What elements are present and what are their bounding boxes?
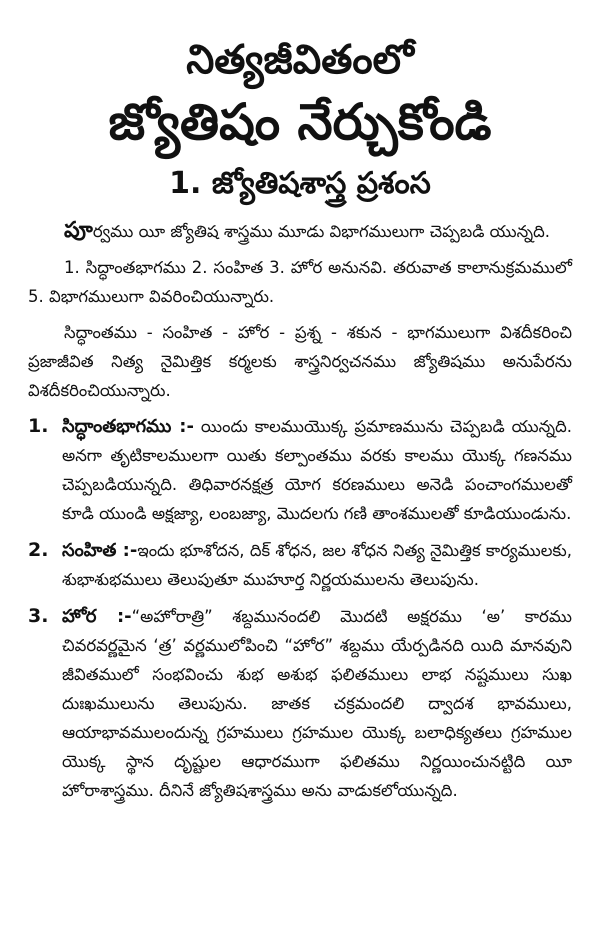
- title-line-1: నిత్యజీవితంలో: [186, 37, 414, 83]
- definition-paragraph: సిద్ధాంతము - సంహిత - హోర - ప్రశ్న - శకున - భాగములుగా విశదీకరించి ప్రజాజీవిత నిత్య నైమిత్తిక కర్మలకు శాస్త్రనిర్వచనము జ్యోతిషము అనుపేరను విశదీకరించియున్నారు.: [28, 323, 572, 400]
- chapter-heading: 1. జ్యోతిషశాస్త్ర ప్రశంస: [169, 166, 431, 201]
- divisions-paragraph: 1. సిద్ధాంతభాగము 2. సంహిత 3. హోర అనునవి. తరువాత కాలానుక్రమములో 5. విభాగములుగా వివరించియున్నారు.: [28, 258, 572, 306]
- section-samhita: [28, 536, 572, 594]
- section-heading: సిద్ధాంతభాగము :-: [62, 416, 194, 437]
- section-number: 2.: [28, 539, 49, 561]
- section-heading: హోర :-: [62, 606, 132, 627]
- title-line-2: జ్యోతిషం నేర్చుకోండి: [108, 93, 492, 151]
- intro-paragraph: [28, 216, 572, 246]
- section-text: ఇందు భూశోదన, దిక్ శోధన, జల శోధన నిత్య నైమిత్తిక కార్యములకు, శుభాశుభములు తెలుపుతూ ముహూర్త నిర్ణయములను తెలుపును.: [62, 541, 572, 589]
- section-text: “అహోరాత్రి” శబ్దమునందలి మొదటి అక్షరము ‘అ’ కారము చివరవర్ణమైన ‘త్ర’ వర్ణములోపించి “హోర” శబ్దము యేర్పడినది యిది మానవుని జీవితములో సంభవించు శుభ అశుభ ఫలితములు లాభ నష్టములు సుఖ దుఃఖములును తెలుపును. జాతక చక్రమందలి ద్వాదశ భావములు, ఆయాభావములందున్న గ్రహములు గ్రహముల యొక్క బలాధిక్యతలు గ్రహముల యొక్క స్థాన దృష్టుల ఆధారముగా ఫలితము నిర్ణయించునట్టిది యీ హోరాశాస్త్రము. దీనినే జ్యోతిషశాస్త్రము అను వాడుకలోయున్నది.: [62, 607, 572, 800]
- section-text: యిందు కాలముయొక్క ప్రమాణమును చెప్పబడి యున్నది. అనగా తృటికాలములగా యితు కల్పాంతము వరకు కాలము యొక్క గణనము చెప్పబడియున్నది. తిధివారనక్షత్ర యోగ కరణములు అనెడి పంచాంగములతో కూడి యుండి అక్షజ్యా, లంబజ్యా, మొదలగు గణి తాంశములతో కూడియుండును.: [62, 417, 572, 523]
- section-heading: సంహిత :-: [62, 540, 138, 561]
- section-siddhanta: [28, 412, 572, 528]
- intro-text: ర్వము యీ జ్యోతిష శాస్త్రము మూడు విభాగములుగా చెప్పబడి యున్నది.: [92, 222, 550, 241]
- section-hora: [28, 602, 572, 805]
- section-number: 3.: [28, 605, 49, 627]
- section-number: 1.: [28, 415, 49, 437]
- intro-lead-letter: పూ: [64, 218, 93, 243]
